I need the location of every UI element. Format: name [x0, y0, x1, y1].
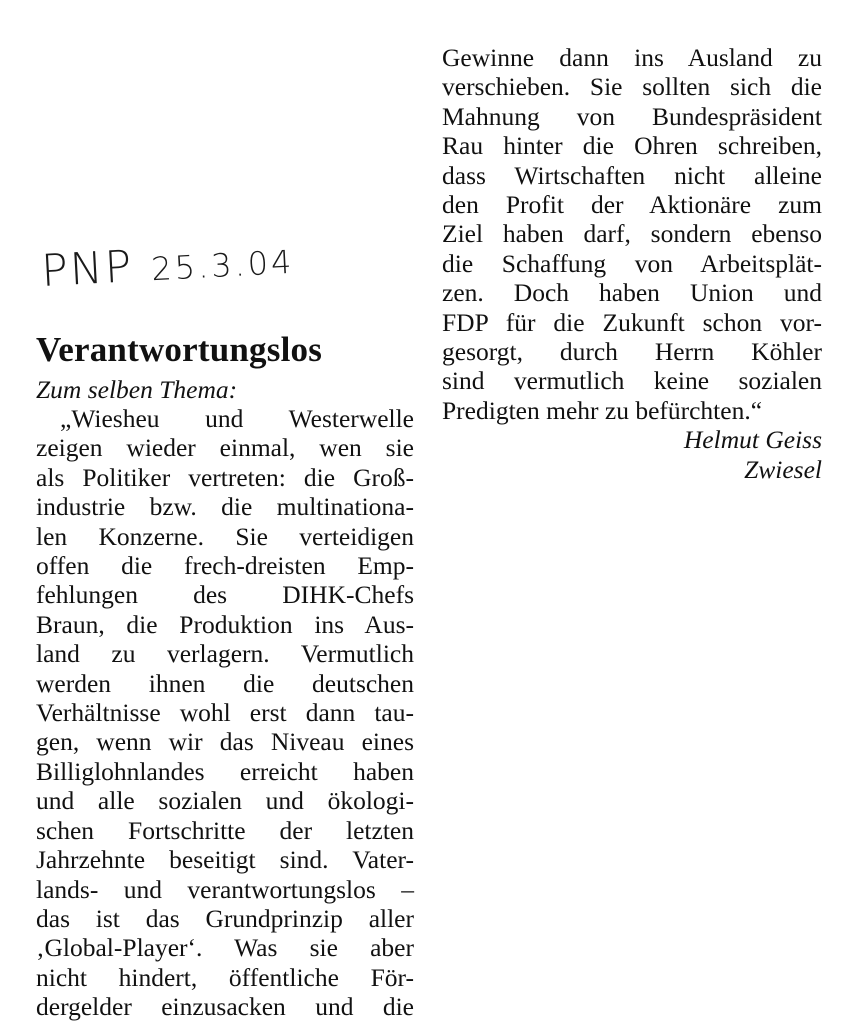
body-line: Ziel haben darf, sondern ebenso	[442, 219, 822, 249]
author-name: Helmut Geiss	[683, 425, 822, 455]
body-line: verschieben. Sie sollten sich die	[442, 72, 822, 102]
body-line: gen, wenn wir das Niveau eines	[36, 727, 414, 757]
article-body-left	[36, 404, 414, 1022]
body-line: werden ihnen die deutschen	[36, 668, 414, 698]
body-line: Predigten mehr zu befürchten.“	[442, 395, 763, 425]
article-column-right	[442, 43, 822, 484]
body-line: dergelder einzusacken und die	[36, 992, 414, 1022]
body-line: fehlungen des DIHK-Chefs	[36, 580, 414, 610]
body-line: zeigen wieder einmal, wen sie	[36, 433, 414, 463]
body-line: ‚Global-Player‘. Was sie aber	[36, 933, 414, 963]
body-line: als Politiker vertreten: die Groß-	[36, 462, 414, 492]
body-line: „Wiesheu und Westerwelle	[60, 404, 414, 433]
body-line: len Konzerne. Sie verteidigen	[36, 521, 414, 551]
body-line: Rau hinter die Ohren schreiben,	[442, 131, 822, 161]
body-line: den Profit der Aktionäre zum	[442, 190, 822, 220]
body-line: Verhältnisse wohl erst dann tau-	[36, 698, 414, 728]
body-line: land zu verlagern. Vermutlich	[36, 639, 414, 669]
body-line: das ist das Grundprinzip aller	[36, 903, 414, 933]
body-line: Braun, die Produktion ins Aus-	[36, 609, 414, 639]
article-column-left	[36, 325, 414, 1022]
handwritten-source: PNP	[40, 241, 135, 297]
body-line: lands- und verantwortungslos –	[36, 874, 414, 904]
body-line: industrie bzw. die multinationa-	[36, 492, 414, 522]
body-line: dass Wirtschaften nicht alleine	[442, 160, 822, 190]
body-line: offen die frech-dreisten Emp-	[36, 551, 414, 581]
body-line: und alle sozialen und ökologi-	[36, 786, 414, 816]
body-line: sind vermutlich keine sozialen	[442, 366, 822, 396]
body-line: zen. Doch haben Union und	[442, 278, 822, 308]
body-line: Billiglohnlandes erreicht haben	[36, 756, 414, 786]
body-line: Mahnung von Bundespräsident	[442, 101, 822, 131]
body-line: FDP für die Zukunft schon vor-	[442, 307, 822, 337]
body-line: Gewinne dann ins Ausland zu	[442, 43, 822, 72]
body-line: schen Fortschritte der letzten	[36, 815, 414, 845]
body-line: Jahrzehnte beseitigt sind. Vater-	[36, 845, 414, 875]
author-location: Zwiesel	[744, 454, 822, 484]
article-headline: Verantwortungslos	[36, 330, 323, 369]
article-body-right	[442, 43, 822, 425]
body-line: nicht hindert, öffentliche För-	[36, 962, 414, 992]
article-subhead: Zum selben Thema:	[36, 375, 238, 404]
handwritten-date: 25.3.04	[150, 242, 296, 289]
handwritten-source-note	[40, 233, 295, 297]
body-line: gesorgt, durch Herrn Köhler	[442, 337, 822, 367]
body-line: die Schaffung von Arbeitsplät-	[442, 248, 822, 278]
